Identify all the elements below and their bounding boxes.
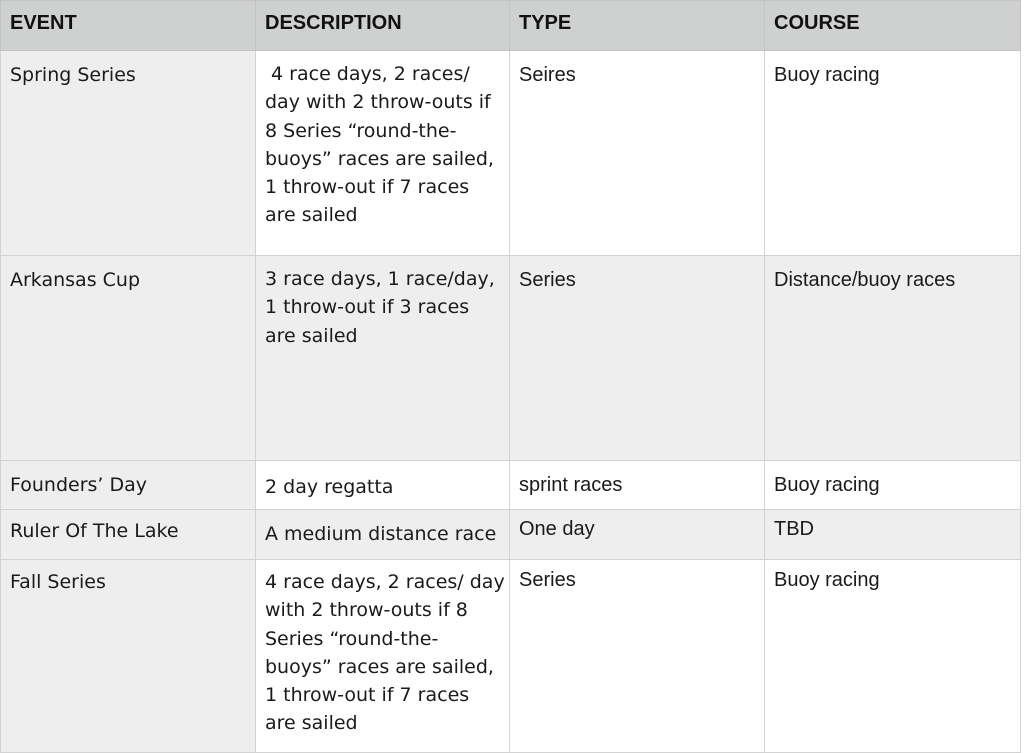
table-row — [1, 256, 1021, 461]
type-cell: Series — [510, 560, 765, 753]
table-row — [1, 560, 1021, 753]
header-description: DESCRIPTION — [256, 1, 510, 51]
course-cell: Buoy racing — [765, 461, 1021, 510]
type-cell: Seires — [510, 51, 765, 256]
course-cell: Buoy racing — [765, 51, 1021, 256]
course-cell: Distance/buoy races — [765, 256, 1021, 461]
table-row — [1, 51, 1021, 256]
type-cell: Series — [510, 256, 765, 461]
course-cell: Buoy racing — [765, 560, 1021, 753]
description-cell — [256, 51, 510, 256]
header-type: TYPE — [510, 1, 765, 51]
description-cell: A medium distance race — [256, 510, 510, 560]
course-cell: TBD — [765, 510, 1021, 560]
description-text: 4 race days, 2 races/ day with 2 throw-outs if 8 Series “round-the-buoys” races are sailed, 1 throw-out if 7 races are sailed — [265, 63, 500, 227]
event-cell: Arkansas Cup — [1, 256, 256, 461]
header-event: EVENT — [1, 1, 256, 51]
event-cell: Fall Series — [1, 560, 256, 753]
table-header-row — [1, 1, 1021, 51]
table-row — [1, 461, 1021, 510]
event-cell: Spring Series — [1, 51, 256, 256]
table-row — [1, 510, 1021, 560]
description-cell: 4 race days, 2 races/ day with 2 throw-outs if 8 Series “round-the-buoys” races are sailed, 1 throw-out if 7 races are sailed — [256, 560, 510, 753]
type-cell: One day — [510, 510, 765, 560]
description-cell: 2 day regatta — [256, 461, 510, 510]
header-course: COURSE — [765, 1, 1021, 51]
description-cell: 3 race days, 1 race/day, 1 throw-out if 3 races are sailed — [256, 256, 510, 461]
type-cell: sprint races — [510, 461, 765, 510]
event-cell: Founders’ Day — [1, 461, 256, 510]
event-cell: Ruler Of The Lake — [1, 510, 256, 560]
